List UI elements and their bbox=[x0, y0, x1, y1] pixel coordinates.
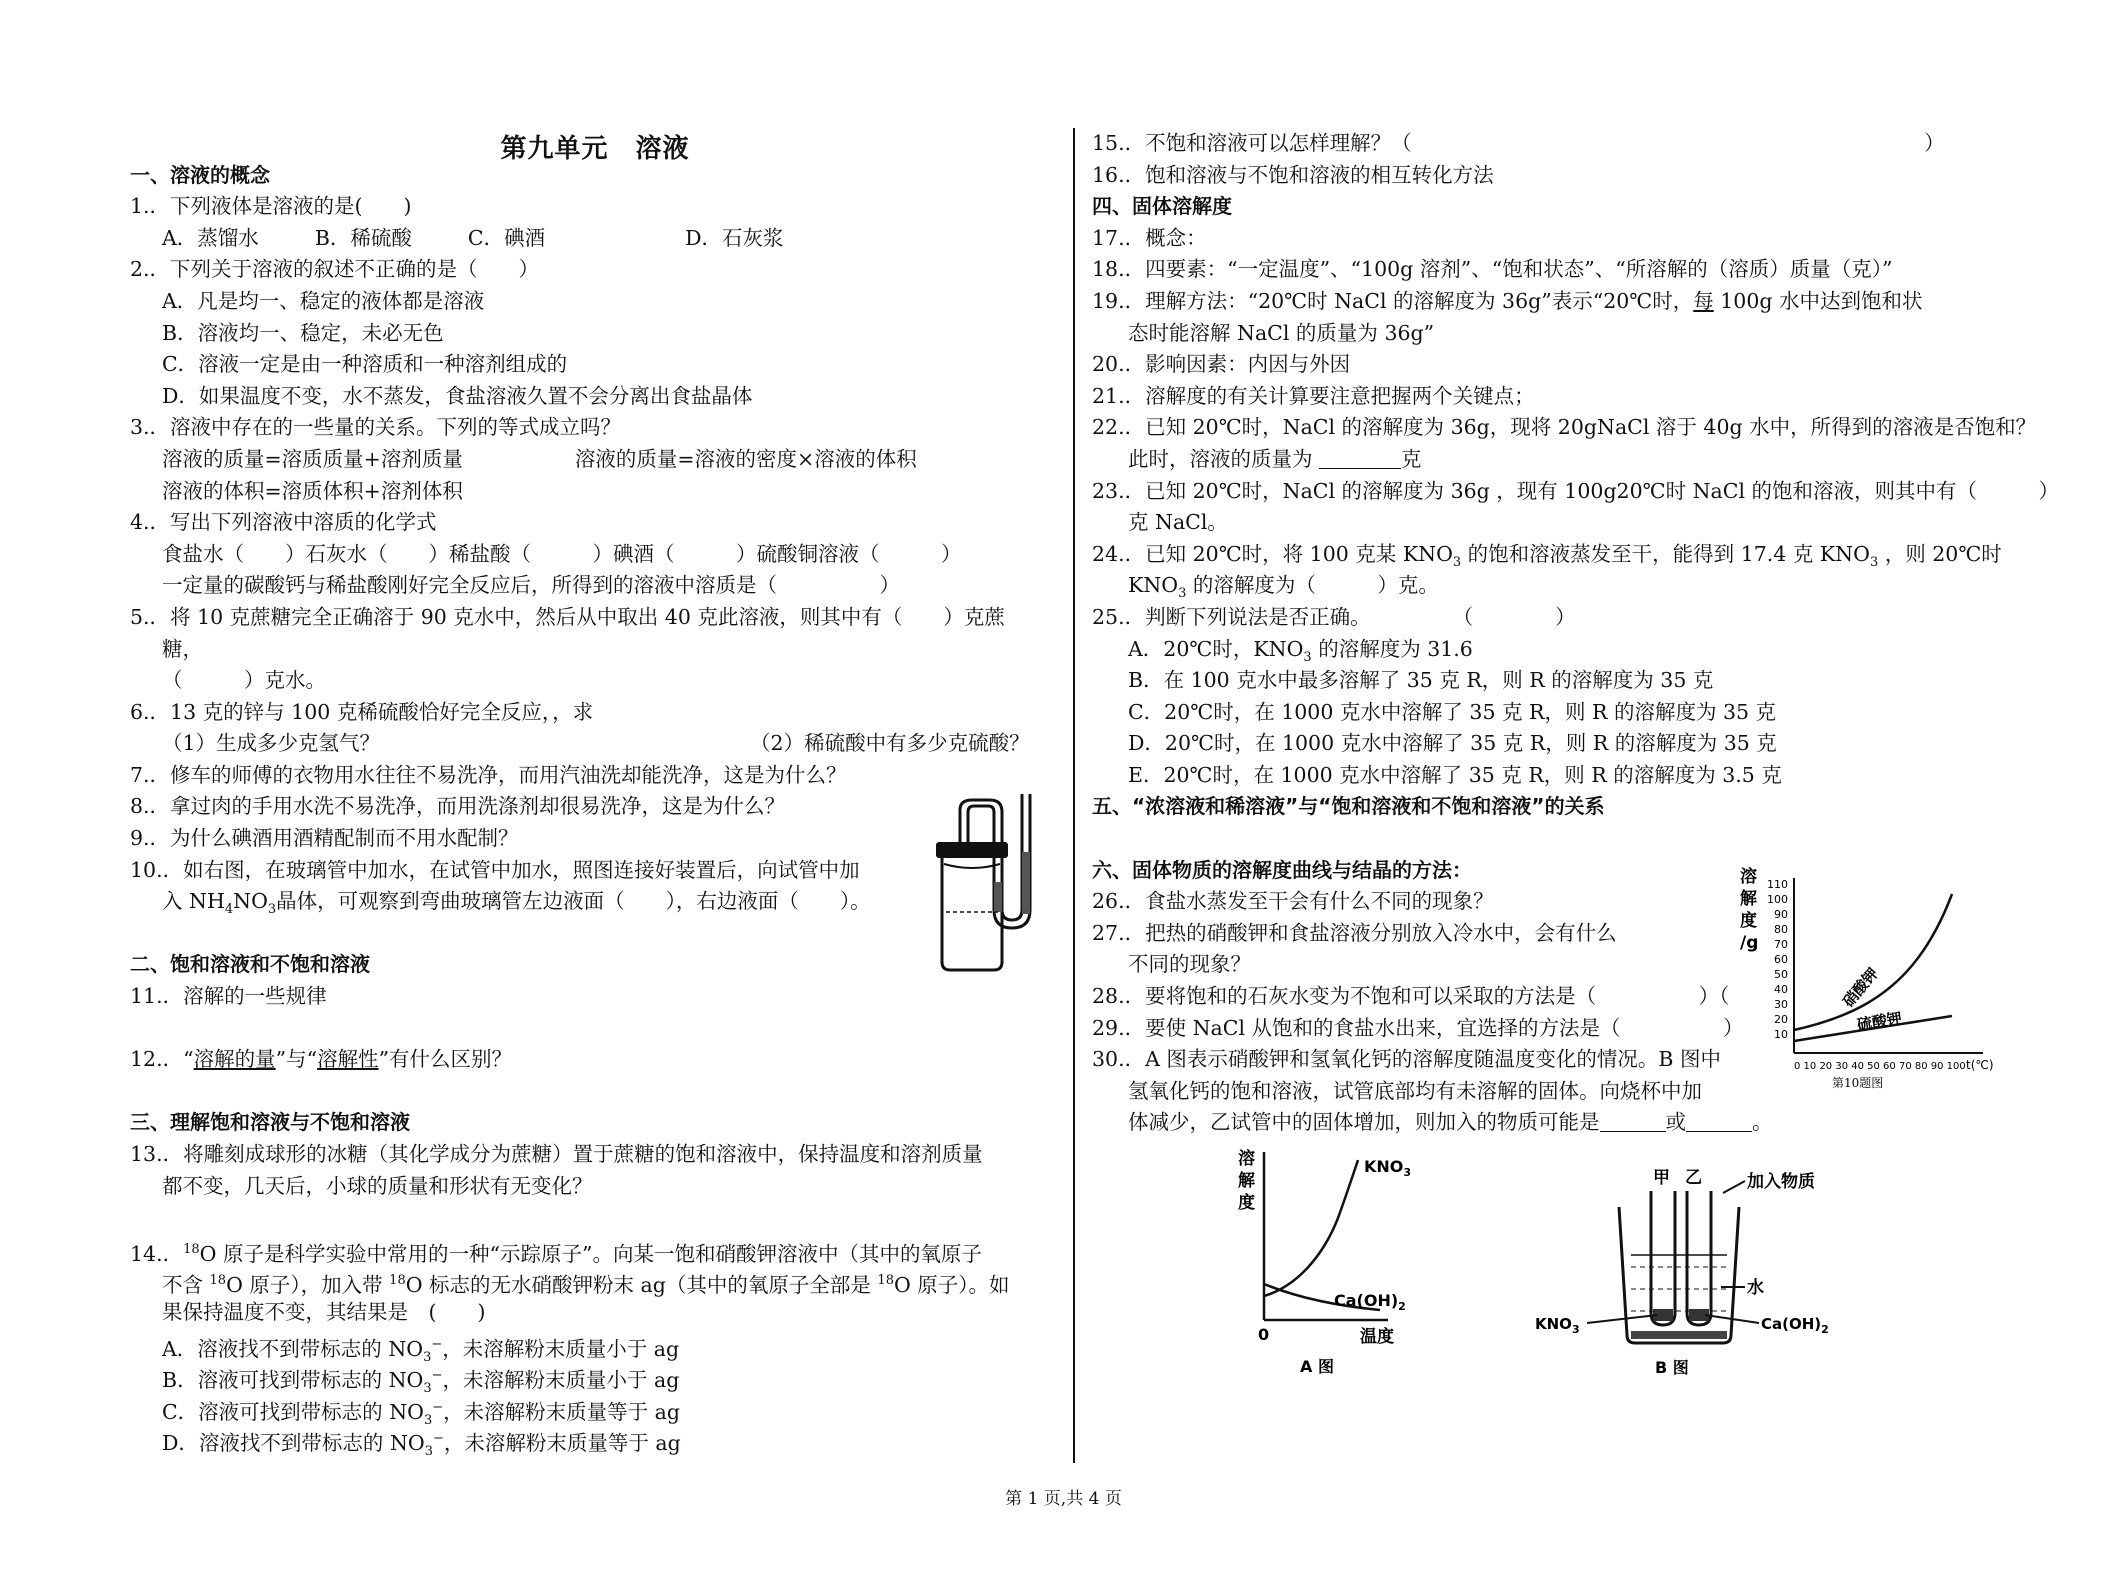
option-d: D．石灰浆 bbox=[685, 225, 784, 250]
figure-a-chart bbox=[1238, 1138, 1448, 1378]
part-1: （1）生成多少克氢气？ bbox=[162, 731, 381, 756]
question-4: 4.．写出下列溶液中溶质的化学式 bbox=[130, 510, 437, 535]
option-c: C．碘酒 bbox=[467, 225, 546, 250]
item-lime-water: 石灰水（ ） bbox=[305, 541, 449, 566]
question-18: 18.．四要素：“一定温度”、“100g 溶剂”、“饱和状态”、“所溶解的（溶质）质量（克）” bbox=[1092, 257, 1893, 282]
page-title: 第九单元 溶液 bbox=[500, 134, 690, 164]
question-24-line2: $KNO_3$ 的溶解度为（ ）克。 bbox=[1128, 573, 1439, 602]
equation-a: 溶液的质量=溶质质量+溶剂质量 bbox=[162, 446, 463, 471]
question-5-line1: 5.．将 10 克蔗糖完全正确溶于 90 克水中，然后从中取出 40 克此溶液，则其中有（ ）克蔗 bbox=[130, 604, 1005, 629]
section-heading-6: 六、固体物质的溶解度曲线与结晶的方法： bbox=[1092, 857, 1472, 882]
section-heading-5: 五、“浓溶液和稀溶液”与“饱和溶液和不饱和溶液”的关系 bbox=[1092, 794, 1605, 819]
solubility-curve-figure bbox=[1738, 858, 2008, 1090]
caoh2-label: $Ca(OH)_2$ bbox=[1761, 1315, 1829, 1336]
question-17: 17.．概念： bbox=[1092, 225, 1207, 250]
y-tick-label: 10 bbox=[1774, 1028, 1788, 1041]
question-10-line1: 10.．如右图，在玻璃管中加水，在试管中加水，照图连接好装置后，向试管中加 bbox=[130, 857, 860, 882]
y-tick-labels bbox=[1767, 878, 1788, 1041]
curve-label-k2so4: 硫酸钾 bbox=[1855, 1009, 1904, 1034]
question-30-line1: 30.．A 图表示硝酸钾和氢氧化钙的溶解度随温度变化的情况。B 图中 bbox=[1092, 1047, 1722, 1072]
question-15: 15.．不饱和溶液可以怎样理解？（ ） bbox=[1092, 131, 1945, 155]
section-heading-4: 四、固体溶解度 bbox=[1092, 194, 1232, 219]
option-b: B．溶液均一、稳定，未必无色 bbox=[162, 320, 444, 345]
item-iodine-tincture: 碘酒（ ） bbox=[613, 541, 757, 566]
y-axis-label-3: 度 bbox=[1740, 911, 1757, 931]
question-2: 2.．下列关于溶液的叙述不正确的是（ ） bbox=[130, 257, 540, 282]
y-tick-label: 100 bbox=[1767, 893, 1788, 906]
item-hydrochloric-acid: 稀盐酸（ ） bbox=[449, 541, 613, 566]
section-heading-2: 二、饱和溶液和不饱和溶液 bbox=[130, 952, 370, 977]
question-9: 9.．为什么碘酒用酒精配制而不用水配制？ bbox=[130, 826, 519, 851]
question-7: 7.．修车的师傅的衣物用水往往不易洗净，而用汽油洗却能洗净，这是为什么？ bbox=[130, 762, 847, 787]
option-d: D．20℃时，在 1000 克水中溶解了 35 克 R，则 R 的溶解度为 35 克 bbox=[1128, 731, 1777, 756]
question-5-line2: 糖， bbox=[162, 636, 203, 661]
y-tick-label: 90 bbox=[1774, 908, 1788, 921]
y-tick-label: 20 bbox=[1774, 1013, 1788, 1026]
water-label: 水 bbox=[1747, 1278, 1764, 1298]
item-salt-water: 食盐水（ ） bbox=[162, 541, 306, 566]
option-c: C．溶液可找到带标志的 $NO_3^-$，未溶解粉末质量等于 ag bbox=[162, 1399, 681, 1428]
y-axis-label-2: 解 bbox=[1740, 889, 1757, 909]
figure-caption: 第10题图 bbox=[1832, 1076, 1884, 1090]
question-14-line3: 果保持温度不变，其结果是 ( ) bbox=[162, 1299, 486, 1324]
question-1-options bbox=[130, 223, 1060, 255]
potassium-nitrate-curve bbox=[1794, 894, 1952, 1030]
question-1: 1.．下列液体是溶液的是( ) bbox=[130, 194, 412, 219]
answer-blank bbox=[1319, 448, 1401, 469]
x-axis-unit: t(℃) bbox=[1966, 1058, 1994, 1072]
y-tick-label: 70 bbox=[1774, 938, 1788, 951]
option-a: A．凡是均一、稳定的液体都是溶液 bbox=[162, 288, 485, 313]
y-tick-label: 40 bbox=[1774, 983, 1788, 996]
option-b: B．稀硫酸 bbox=[314, 225, 412, 250]
question-13-line2: 都不变，几天后，小球的质量和形状有无变化？ bbox=[162, 1173, 593, 1198]
y-axis-label-a-1: 溶 bbox=[1238, 1149, 1255, 1169]
equation-c: 溶液的体积=溶质体积+溶剂体积 bbox=[162, 478, 463, 503]
question-4-b: 一定量的碳酸钙与稀盐酸刚好完全反应后，所得到的溶液中溶质是（ ） bbox=[162, 573, 900, 598]
x-tick-labels: 0 10 20 30 40 50 60 70 80 90 100 bbox=[1794, 1061, 1966, 1072]
question-5-line3: （ ）克水。 bbox=[162, 668, 326, 693]
y-axis-label-a-3: 度 bbox=[1238, 1193, 1255, 1213]
question-29: 29.．要使 NaCl 从饱和的食盐水出来，宜选择的方法是（ ） bbox=[1092, 1015, 1744, 1040]
question-25: 25.．判断下列说法是否正确。 （ ） bbox=[1092, 604, 1576, 629]
section-heading-1: 一、溶液的概念 bbox=[130, 162, 270, 187]
question-4-items bbox=[130, 539, 1060, 571]
option-e: E．20℃时，在 1000 克水中溶解了 35 克 R，则 R 的溶解度为 3.5 克 bbox=[1128, 762, 1782, 787]
y-tick-label: 60 bbox=[1774, 953, 1788, 966]
equation-b: 溶液的质量=溶液的密度×溶液的体积 bbox=[574, 446, 917, 471]
x-axis-label: 温度 bbox=[1360, 1327, 1394, 1347]
y-tick-label: 30 bbox=[1774, 998, 1788, 1011]
question-6: 6.．13 克的锌与 100 克稀硫酸恰好完全反应，，求 bbox=[130, 699, 594, 724]
origin-label: 0 bbox=[1258, 1325, 1270, 1344]
test-tube-jia bbox=[1651, 1191, 1675, 1325]
question-28: 28.．要将饱和的石灰水变为不饱和可以采取的方法是（ ）（ bbox=[1092, 984, 1730, 1009]
option-c: C．溶液一定是由一种溶质和一种溶剂组成的 bbox=[162, 352, 568, 377]
option-d: D．溶液找不到带标志的 $NO_3^-$，未溶解粉末质量等于 ag bbox=[162, 1431, 681, 1460]
option-c: C．20℃时，在 1000 克水中溶解了 35 克 R，则 R 的溶解度为 35 克 bbox=[1128, 699, 1777, 724]
y-tick-label: 110 bbox=[1767, 878, 1788, 891]
figure-a bbox=[1238, 1138, 1448, 1378]
figure-b-drawing bbox=[1535, 1163, 1865, 1383]
question-23-line1: 23.．已知 20℃时，NaCl 的溶解度为 36g ，现有 100g20℃时 NaCl 的饱和溶液，则其中有（ ） bbox=[1092, 478, 2060, 503]
question-27-line1: 27.．把热的硝酸钾和食盐溶液分别放入冷水中，会有什么 bbox=[1092, 920, 1617, 945]
kno3-label: $KNO_3$ bbox=[1364, 1157, 1412, 1179]
beaker bbox=[1619, 1207, 1739, 1343]
y-tick-label: 50 bbox=[1774, 968, 1788, 981]
question-6-parts bbox=[130, 728, 1060, 760]
question-19-line2: 态时能溶解 NaCl 的质量为 36g” bbox=[1128, 320, 1435, 345]
question-23-line2: 克 NaCl。 bbox=[1128, 510, 1228, 535]
answer-blank-2 bbox=[1686, 1111, 1752, 1132]
question-26: 26.．食盐水蒸发至干会有什么不同的现象？ bbox=[1092, 889, 1494, 914]
y-axis-label-1: 溶 bbox=[1740, 867, 1757, 887]
question-24-line1: 24.．已知 20℃时，将 100 克某 $KNO_3$ 的饱和溶液蒸发至干，能得到 17.4 克 $KNO_3$ ，则 20℃时 bbox=[1092, 541, 2002, 570]
option-d: D．如果温度不变，水不蒸发，食盐溶液久置不会分离出食盐晶体 bbox=[162, 383, 753, 408]
question-19-line1: 19.．理解方法：“20℃时 NaCl 的溶解度为 36g”表示“20℃时，每 100g 水中达到饱和状 bbox=[1092, 288, 1923, 313]
column-divider bbox=[1073, 128, 1075, 1463]
caoh2-label: $Ca(OH)_2$ bbox=[1334, 1291, 1406, 1313]
question-21: 21.．溶解度的有关计算要注意把握两个关键点； bbox=[1092, 383, 1535, 408]
kno3-label: $KNO_3$ bbox=[1535, 1315, 1580, 1336]
y-axis-label-a-2: 解 bbox=[1238, 1171, 1255, 1191]
question-27-line2: 不同的现象？ bbox=[1128, 952, 1251, 977]
answer-blank-1 bbox=[1600, 1111, 1666, 1132]
figure-b bbox=[1535, 1163, 1865, 1383]
curve-label-kno3: 硝酸钾 bbox=[1839, 964, 1882, 1011]
y-axis-label-4: /g bbox=[1740, 933, 1759, 953]
tube-label-yi: 乙 bbox=[1685, 1168, 1702, 1188]
question-14-line2: 不含 $^{18}$O 原子），加入带 $^{18}$O 标志的无水硝酸钾粉末 ag（其中的氧原子全部是 $^{18}$O 原子）。如 bbox=[162, 1273, 1010, 1298]
tube-label-jia: 甲 bbox=[1653, 1168, 1670, 1188]
question-16: 16.．饱和溶液与不饱和溶液的相互转化方法 bbox=[1092, 162, 1494, 187]
option-b: B．在 100 克水中最多溶解了 35 克 R，则 R 的溶解度为 35 克 bbox=[1128, 668, 1714, 693]
kno3-curve bbox=[1264, 1160, 1358, 1296]
item-copper-sulfate: 硫酸铜溶液（ ） bbox=[756, 541, 962, 566]
option-a: A．20℃时，$KNO_3$ 的溶解度为 31.6 bbox=[1128, 636, 1473, 665]
question-30-line2: 氢氧化钙的饱和溶液，试管底部均有未溶解的固体。向烧杯中加 bbox=[1128, 1078, 1702, 1103]
added-substance-label: 加入物质 bbox=[1747, 1172, 1815, 1192]
apparatus-drawing bbox=[922, 792, 1042, 977]
option-b: B．溶液可找到带标志的 $NO_3^-$，未溶解粉末质量小于 ag bbox=[162, 1367, 680, 1397]
question-8: 8.．拿过肉的手用水洗不易洗净，而用洗涤剂却很易洗净，这是为什么？ bbox=[130, 794, 786, 819]
question-3-equations bbox=[130, 444, 1060, 476]
question-22-line1: 22.．已知 20℃时，NaCl 的溶解度为 36g，现将 20gNaCl 溶于 40g 水中，所得到的溶液是否饱和？ bbox=[1092, 415, 2037, 440]
page-footer: 第 1 页,共 4 页 bbox=[1005, 1489, 1122, 1509]
question-30-line3: 体减少，乙试管中的固体增加，则加入的物质可能是 或 。 bbox=[1128, 1110, 1773, 1135]
question-14-line1: 14.．$^{18}$O 原子是科学实验中常用的一种“示踪原子”。向某一饱和硝酸钾溶液中（其中的氧原子 bbox=[130, 1241, 982, 1266]
question-22-line2: 此时，溶液的质量为 克 bbox=[1128, 446, 1422, 471]
figure-a-caption: A 图 bbox=[1300, 1357, 1334, 1376]
question-10-line2: 入 $NH_4NO_3$晶体，可观察到弯曲玻璃管左边液面（ ），右边液面（ ）。 bbox=[162, 889, 871, 918]
solubility-curve-chart bbox=[1738, 858, 2008, 1090]
option-a: A．蒸馏水 bbox=[162, 225, 259, 250]
question-11: 11.．溶解的一些规律 bbox=[130, 984, 327, 1009]
part-2: （2）稀硫酸中有多少克硫酸？ bbox=[750, 731, 1030, 756]
question-12: 12.．“溶解的量”与“溶解性”有什么区别？ bbox=[130, 1047, 513, 1072]
y-tick-label: 80 bbox=[1774, 923, 1788, 936]
section-heading-3: 三、理解饱和溶液与不饱和溶液 bbox=[130, 1110, 410, 1135]
question-13-line1: 13.．将雕刻成球形的冰糖（其化学成分为蔗糖）置于蔗糖的饱和溶液中，保持温度和溶剂质量 bbox=[130, 1142, 983, 1166]
option-a: A．溶液找不到带标志的 $NO_3^-$，未溶解粉末质量小于 ag bbox=[162, 1336, 680, 1365]
test-tube-yi bbox=[1687, 1191, 1711, 1325]
question-3: 3.．溶液中存在的一些量的关系。下列的等式成立吗？ bbox=[130, 415, 622, 440]
left-column bbox=[130, 128, 1060, 1460]
figure-b-caption: B 图 bbox=[1655, 1358, 1689, 1377]
apparatus-figure bbox=[922, 792, 1042, 977]
question-20: 20.．影响因素：内因与外因 bbox=[1092, 352, 1351, 377]
